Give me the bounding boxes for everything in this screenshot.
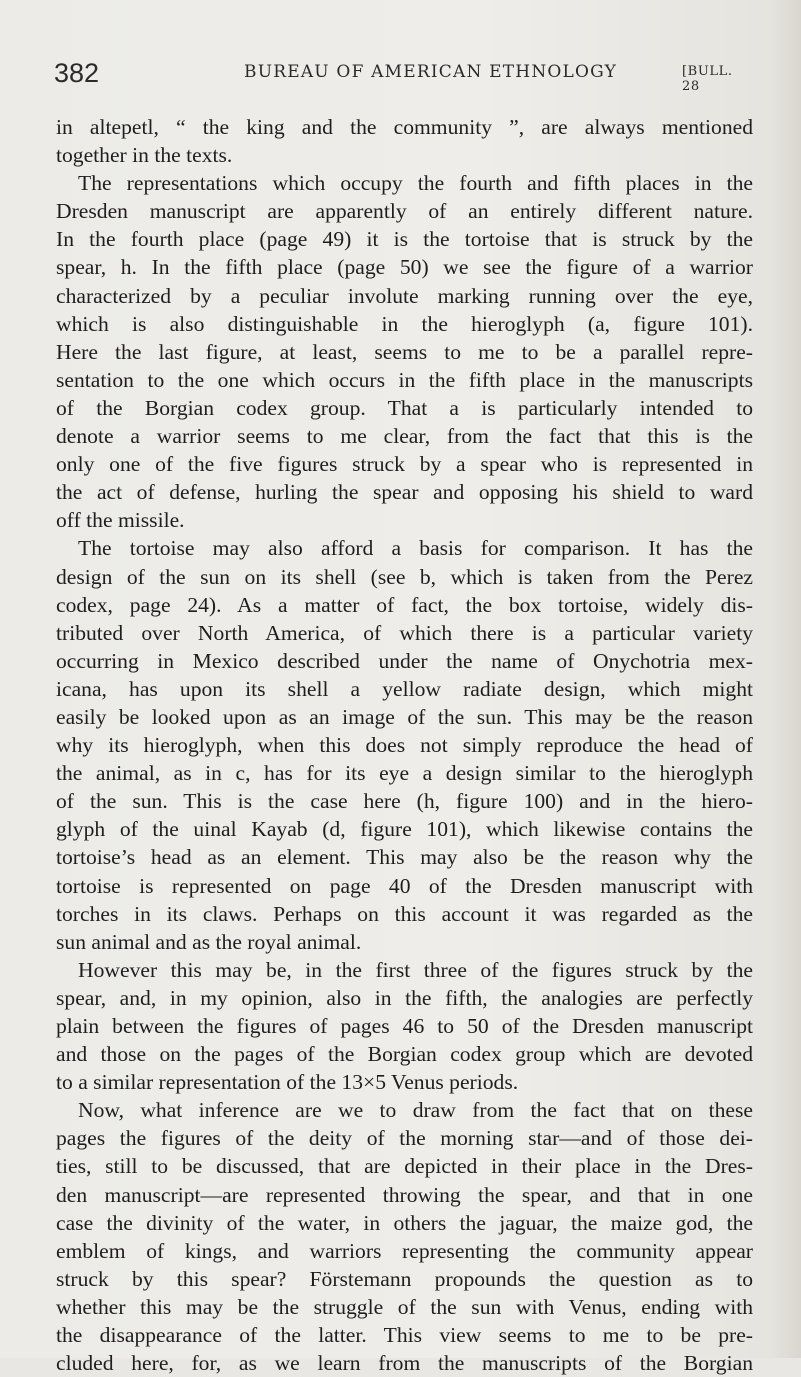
text-line: the act of defense, hurling the spear and opposing his shield to ward	[56, 480, 753, 505]
text-line: off the missile.	[56, 508, 185, 533]
text-line: glyph of the uinal Kayab (d, figure 101), which likewise contains the	[56, 817, 753, 842]
text-line: only one of the five figures struck by a spear who is represented in	[56, 452, 753, 477]
text-line: In the fourth place (page 49) it is the tortoise that is struck by the	[56, 227, 753, 252]
running-head: BUREAU OF AMERICAN ETHNOLOGY	[244, 62, 618, 82]
text-line: icana, has upon its shell a yellow radiate design, which might	[56, 676, 753, 701]
text-line: plain between the figures of pages 46 to 50 of the Dresden manuscript	[56, 1014, 753, 1038]
text-line: spear, h. In the fifth place (page 50) we see the figure of a warrior	[56, 255, 753, 280]
text-line: of the sun. This is the case here (h, figure 100) and in the hiero-	[56, 789, 753, 814]
text-line: characterized by a peculiar involute marking running over the eye,	[56, 283, 753, 308]
text-line: pages the figures of the deity of the morning star—and of those dei-	[56, 1126, 753, 1151]
text-line: codex, page 24). As a matter of fact, the box tortoise, widely dis-	[56, 592, 753, 617]
text-line: Dresden manuscript are apparently of an entirely different nature.	[56, 199, 753, 224]
text-line: why its hieroglyph, when this does not simply reproduce the head of	[56, 733, 753, 758]
paragraph	[56, 113, 753, 169]
text-line: denote a warrior seems to me clear, from the fact that this is the	[56, 424, 753, 449]
text-line: of the Borgian codex group. That a is particularly intended to	[56, 395, 753, 420]
paragraph	[56, 169, 753, 534]
body-text	[56, 113, 753, 1377]
text-line: occurring in Mexico described under the name of Onychotria mex-	[56, 648, 753, 673]
text-line: tortoise’s head as an element. This may also be the reason why the	[56, 845, 753, 870]
text-line: to a similar representation of the 13×5 Venus periods.	[56, 1070, 519, 1095]
text-line: However this may be, in the first three of the figures struck by the	[78, 957, 753, 982]
text-line: tributed over North America, of which there is a particular variety	[56, 620, 753, 645]
text-line: the disappearance of the latter. This view seems to me to be pre-	[56, 1323, 753, 1348]
text-line: torches in its claws. Perhaps on this account it was regarded as the	[56, 901, 753, 926]
text-line: den manuscript—are represented throwing the spear, and that in one	[56, 1182, 753, 1207]
text-line: sentation to the one which occurs in the fifth place in the manuscripts	[56, 367, 753, 392]
text-line: and those on the pages of the Borgian codex group which are devoted	[56, 1042, 753, 1067]
text-line: easily be looked upon as an image of the sun. This may be the reason	[56, 704, 753, 729]
text-line: the animal, as in c, has for its eye a design similar to the hieroglyph	[56, 761, 753, 786]
text-line: The representations which occupy the fourth and fifth places in the	[78, 171, 753, 196]
text-line: Now, what inference are we to draw from the fact that on these	[78, 1098, 753, 1123]
text-line: in altepetl, “ the king and the community ”, are always mentioned	[56, 115, 753, 139]
text-line: design of the sun on its shell (see b, which is taken from the Perez	[56, 564, 753, 589]
text-line: The tortoise may also afford a basis for comparison. It has the	[78, 536, 753, 561]
paragraph	[56, 534, 753, 955]
text-line: together in the texts.	[56, 143, 233, 168]
text-line: Here the last figure, at least, seems to me to be a parallel repre-	[56, 339, 753, 364]
page-header	[54, 58, 754, 94]
text-line: emblem of kings, and warriors representing the community appear	[56, 1238, 753, 1263]
paragraph	[56, 1096, 753, 1377]
text-line: ties, still to be discussed, that are depicted in their place in the Dres-	[56, 1154, 753, 1179]
text-line: sun animal and as the royal animal.	[56, 929, 362, 954]
page-number: 382	[54, 58, 100, 88]
text-line: tortoise is represented on page 40 of the Dresden manuscript with	[56, 873, 753, 898]
text-line: cluded here, for, as we learn from the manuscripts of the Borgian	[56, 1351, 753, 1376]
text-line: spear, and, in my opinion, also in the fifth, the analogies are perfectly	[56, 985, 753, 1010]
text-line: struck by this spear? Förstemann propounds the question as to	[56, 1266, 753, 1291]
text-line: which is also distinguishable in the hieroglyph (a, figure 101).	[56, 311, 753, 336]
text-line: whether this may be the struggle of the sun with Venus, ending with	[56, 1294, 753, 1319]
text-line: case the divinity of the water, in others the jaguar, the maize god, the	[56, 1210, 753, 1235]
bulletin-reference: [BULL. 28	[682, 64, 733, 94]
paragraph	[56, 956, 753, 1096]
